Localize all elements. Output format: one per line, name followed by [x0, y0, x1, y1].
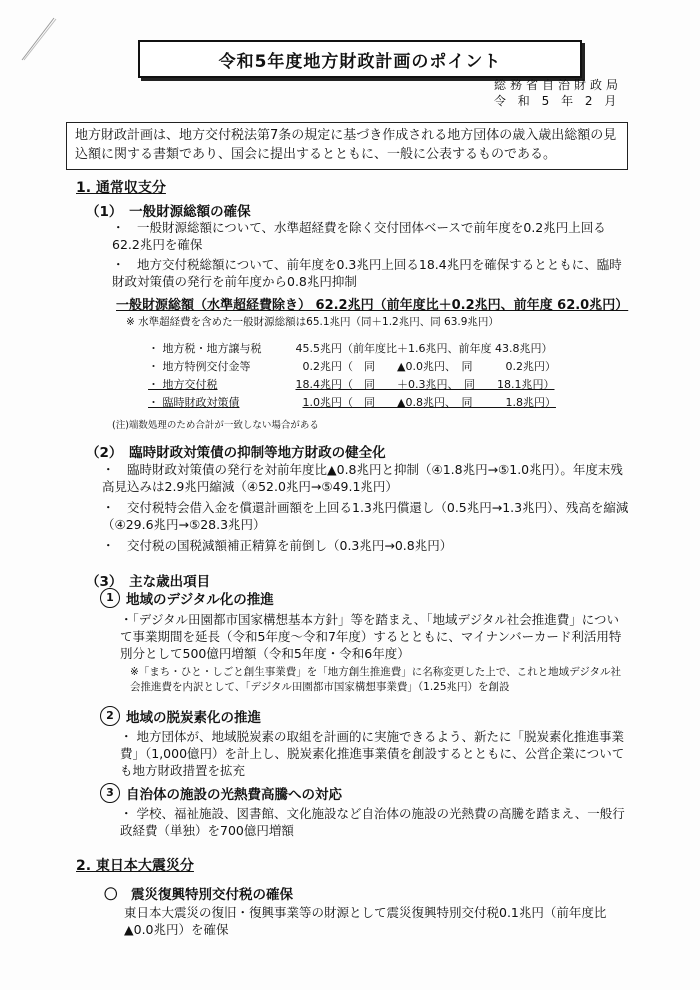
section-1-heading: 1. 通常収支分 [76, 180, 166, 196]
bullet-rinji-bond: ・ 臨時財政対策債の発行を対前年度比▲0.8兆円と抑制（④1.8兆円→⑤1.0兆円）。年度末残高見込みは2.9兆円縮減（④52.0兆円→⑤49.1兆円） [102, 462, 623, 494]
item-title: 地域の脱炭素化の推進 [126, 710, 261, 726]
bullet-tax-settlement: ・ 交付税の国税減額補正精算を前倒し（0.3兆円→0.8兆円） [102, 538, 453, 553]
table-row [148, 340, 572, 358]
row-detail: （ 同 ▲0.8兆円、 同 1.8兆円） [342, 396, 556, 409]
highlight-total: 一般財源総額（水準超経費除き） 62.2兆円（前年度比＋0.2兆円、前年度 62.0兆円） [116, 298, 629, 313]
row-detail: （ 同 ▲0.0兆円、 同 0.2兆円） [342, 360, 556, 373]
item-3-heading [100, 783, 342, 803]
table-row [148, 394, 572, 412]
item-2-heading [100, 706, 261, 726]
footnote: (注)端数処理のため合計が一致しない場合がある [112, 420, 319, 431]
row-name: ・ 地方税・地方譲与税 [148, 342, 262, 355]
row-detail: （ 同 ＋0.3兆円、 同 18.1兆円） [342, 378, 555, 391]
table-row [148, 358, 572, 376]
table-row [148, 376, 572, 394]
bullet-local-allocation-tax: ・ 地方交付税総額について、前年度を0.3兆円上回る18.4兆円を確保するとともに、臨時財政対策債の発行を前年度から0.8兆円抑制 [112, 257, 622, 289]
row-amount: 45.5兆円 [295, 342, 342, 355]
item-number: 2 [100, 706, 120, 726]
subsection-3-heading: （3） 主な歳出項目 [86, 574, 211, 590]
subsection-1-heading: （1） 一般財源総額の確保 [86, 204, 251, 220]
row-amount: 1.0兆円 [302, 396, 342, 409]
row-name: ・ 地方交付税 [148, 378, 218, 391]
date: 令 和 5 年 2 月 [493, 94, 621, 108]
bullet-general-revenue: ・ 一般財源総額について、水準超経費を除く交付団体ベースで前年度を0.2兆円上回る62.2兆円を確保 [112, 220, 606, 252]
row-amount: 18.4兆円 [295, 378, 342, 391]
row-detail: （前年度比＋1.6兆円、前年度 43.8兆円） [342, 342, 553, 355]
item-1-text: ・「デジタル田園都市国家構想基本方針」等を踏まえ、「地域デジタル社会推進費」について事業期間を延長（令和5年度～令和7年度）するとともに、マイナンバーカード利活用特別分として500億円増額（令和5年度・令和6年度） [120, 612, 622, 661]
subsection-2-heading: （2） 臨時財政対策債の抑制等地方財政の健全化 [86, 445, 386, 461]
department-name: 総務省自治財政局 [493, 78, 622, 92]
page-title: 令和5年度地方財政計画のポイント [138, 40, 582, 78]
item-number: 1 [100, 588, 120, 608]
department-block [494, 77, 622, 109]
revenue-table [148, 340, 572, 412]
item-1-heading [100, 588, 274, 608]
item-title: 地域のデジタル化の推進 [126, 592, 274, 608]
section-2-text: 東日本大震災の復旧・復興事業等の財源として震災復興特別交付税0.1兆円（前年度比▲0.0兆円）を確保 [124, 905, 607, 937]
intro-box: 地方財政計画は、地方交付税法第7条の規定に基づき作成される地方団体の歳入歳出総額の見込額に関する書類であり、国会に提出するとともに、一般に公表するものである。 [66, 122, 628, 170]
bullet-special-account: ・ 交付税特会借入金を償還計画額を上回る1.3兆円償還し（0.5兆円→1.3兆円）、残高を縮減（④29.6兆円→⑤28.3兆円） [102, 500, 629, 532]
item-3-text: ・ 学校、福祉施設、図書館、文化施設など自治体の施設の光熱費の高騰を踏まえ、一般行政経費（単独）を700億円増額 [120, 806, 625, 838]
note-excess-expense: ※ 水準超経費を含めた一般財源総額は65.1兆円（同＋1.2兆円、同 63.9兆円） [126, 316, 499, 328]
row-name: ・ 地方特例交付金等 [148, 360, 251, 373]
row-name: ・ 臨時財政対策債 [148, 396, 240, 409]
pen-mark [18, 14, 58, 64]
section-2-subheading: 〇 震災復興特別交付税の確保 [104, 887, 293, 903]
item-2-text: ・ 地方団体が、地域脱炭素の取組を計画的に実施できるよう、新たに「脱炭素化推進事業費」（1,000億円）を計上し、脱炭素化推進事業債を創設するとともに、公営企業についても地方財政措置を拡充 [120, 729, 625, 778]
item-1-note: ※「まち・ひと・しごと創生事業費」を「地方創生推進費」に名称変更した上で、これと地域デジタル社会推進費を内訳として、「デジタル田園都市国家構想事業費」（1.25兆円）を創設 [130, 666, 621, 693]
item-number: 3 [100, 783, 120, 803]
section-2-heading: 2. 東日本大震災分 [76, 858, 194, 874]
item-title: 自治体の施設の光熱費高騰への対応 [126, 787, 342, 803]
row-amount: 0.2兆円 [302, 360, 342, 373]
